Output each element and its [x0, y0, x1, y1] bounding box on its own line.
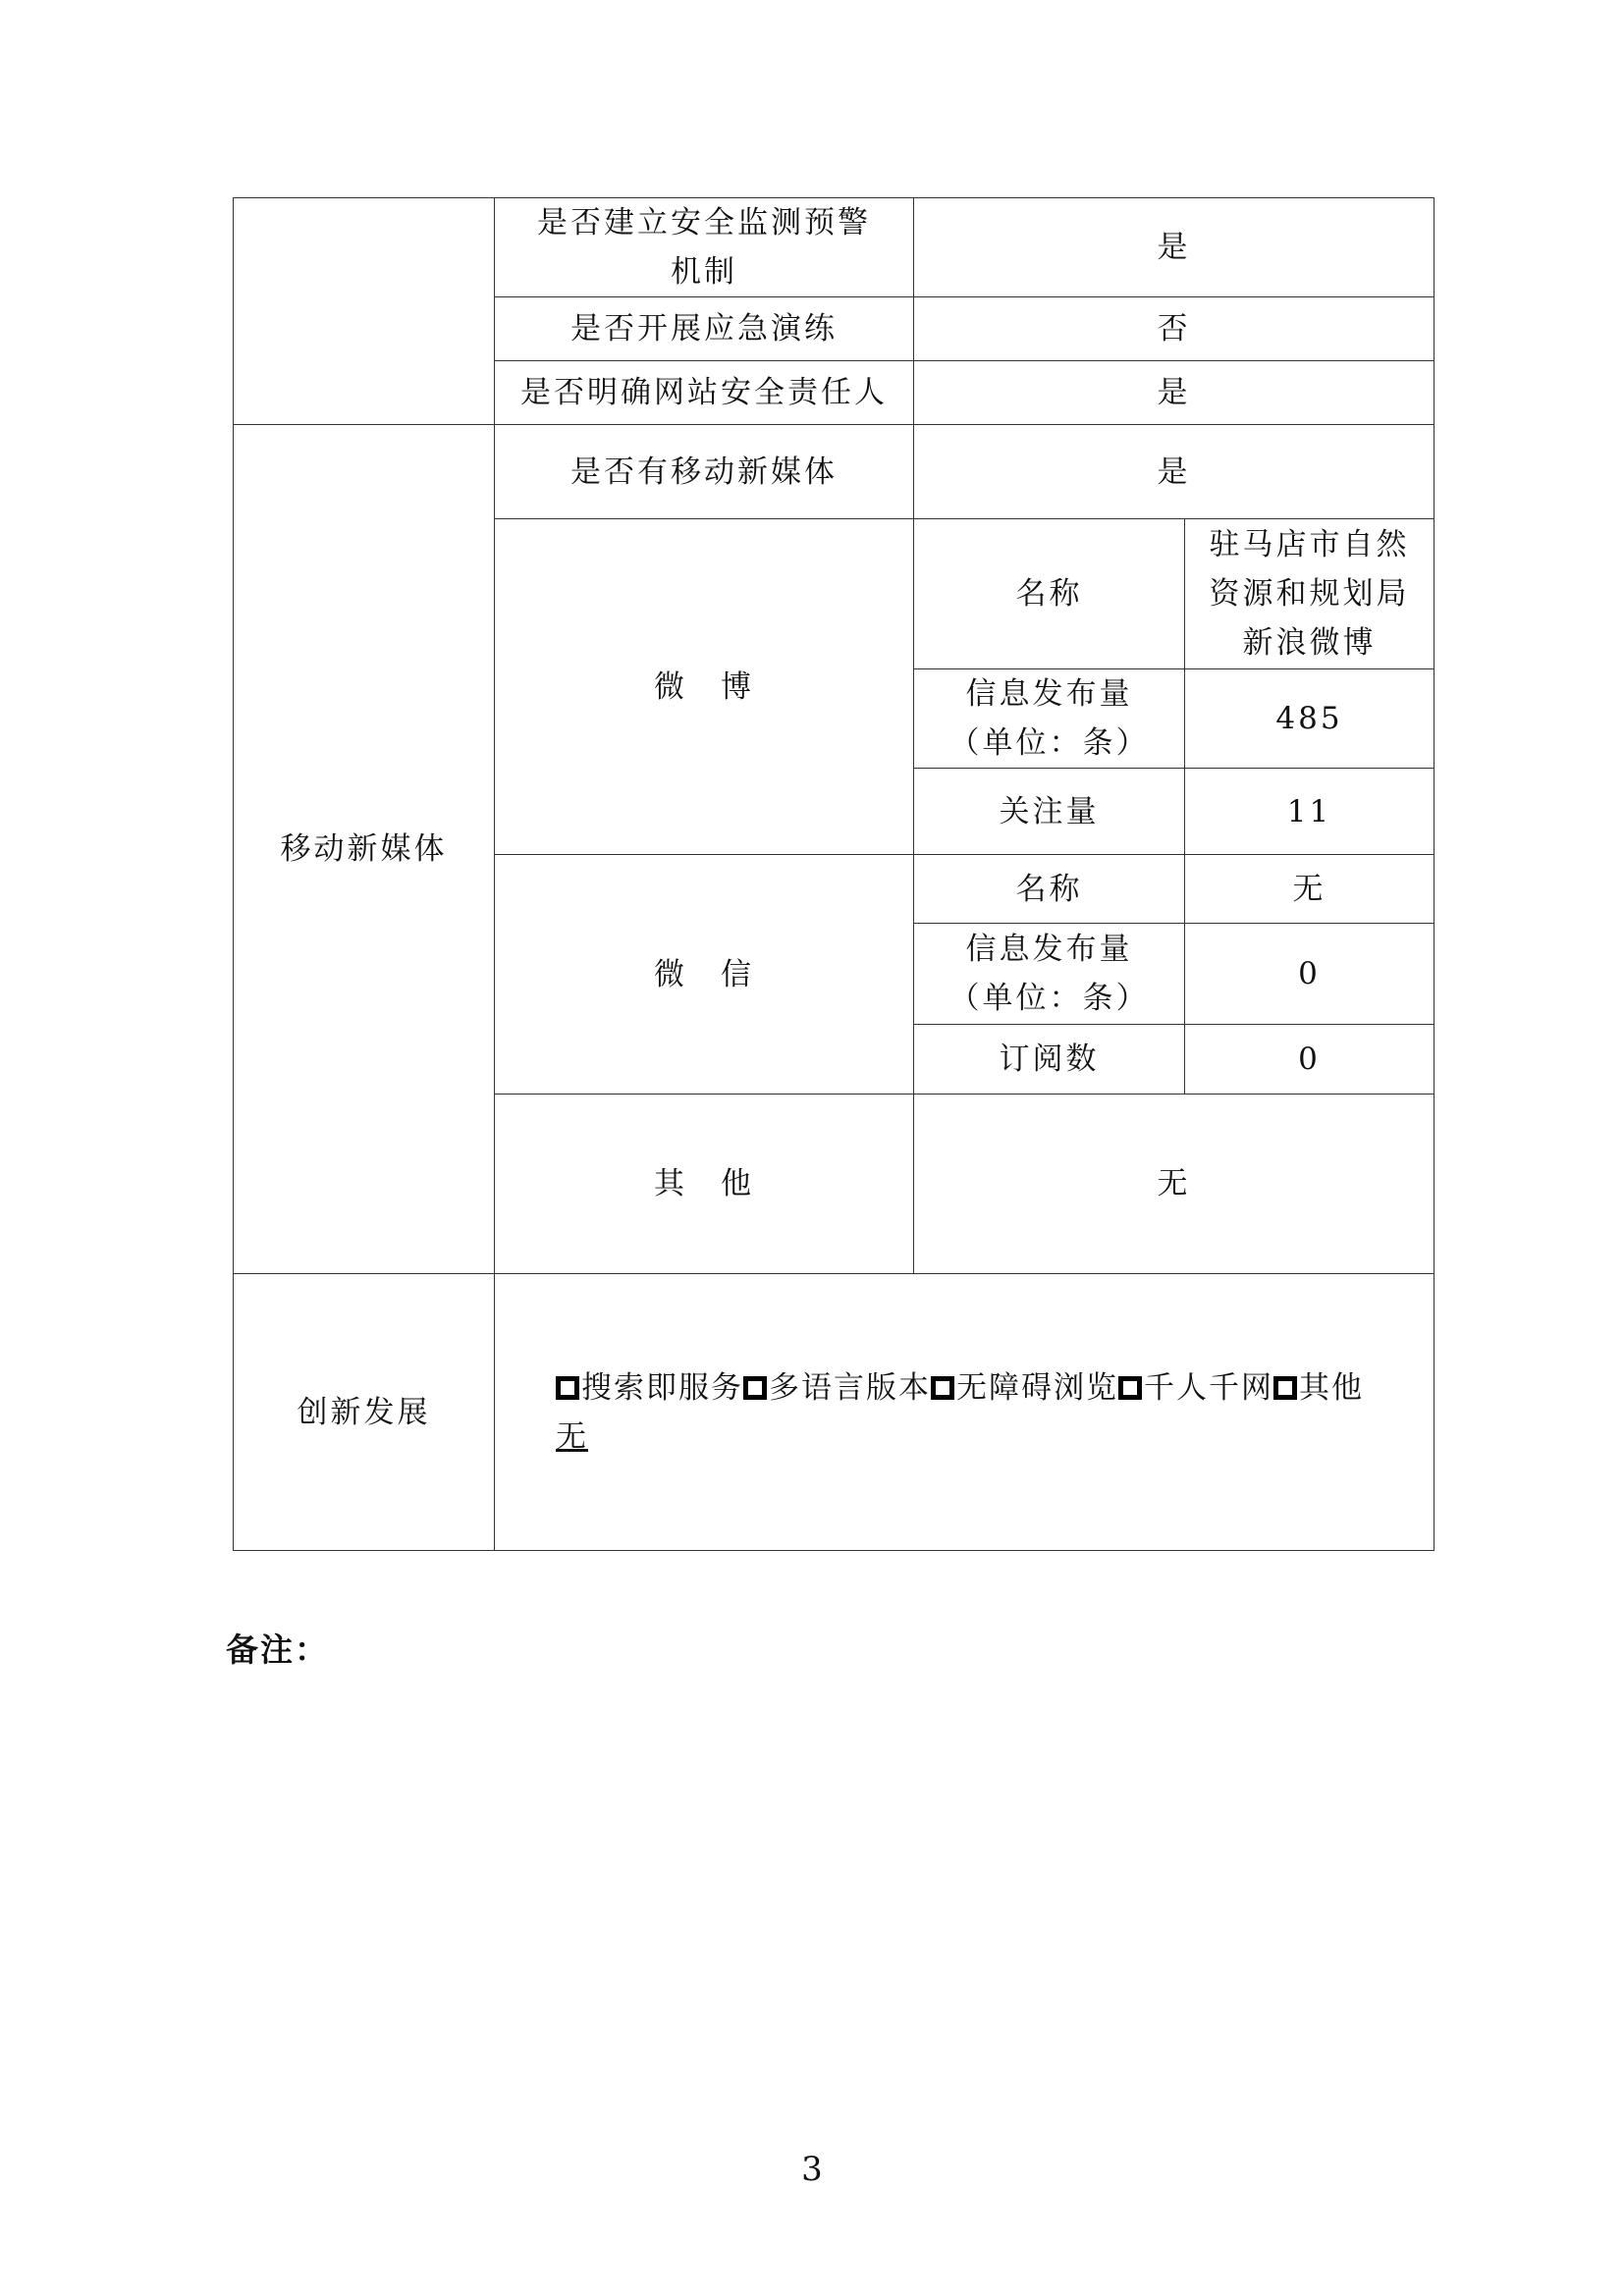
- weibo-label: 微 博: [495, 519, 914, 855]
- wechat-posts-label-line1: 信息发布量: [965, 932, 1133, 967]
- mobile-media-section-label: 移动新媒体: [234, 425, 495, 1274]
- wechat-posts-value: 0: [1185, 924, 1435, 1025]
- has-mobile-value: 是: [914, 425, 1435, 519]
- wechat-posts-label-line2: （单位：条）: [948, 981, 1150, 1016]
- security-section-cell: [234, 198, 495, 425]
- innovation-other-value: 无: [556, 1418, 588, 1455]
- weibo-name-label: 名称: [914, 519, 1185, 669]
- wechat-name-label: 名称: [914, 855, 1185, 924]
- wechat-subscribers-value: 0: [1185, 1025, 1435, 1095]
- note-label: 备注：: [226, 1630, 329, 1669]
- innovation-options-cell: [495, 1274, 1435, 1551]
- weibo-name-value: [1185, 519, 1435, 669]
- weibo-name-line1: 驻马店市自然: [1209, 527, 1410, 562]
- monitoring-label-line2: 机制: [671, 254, 737, 290]
- innovation-options-line: [556, 1363, 1420, 1413]
- security-row-monitoring: [234, 198, 1435, 297]
- wechat-subscribers-label: 订阅数: [914, 1025, 1185, 1095]
- option-personalized: 千人千网: [1144, 1369, 1273, 1406]
- has-mobile-label: 是否有移动新媒体: [495, 425, 914, 519]
- option-accessibility: 无障碍浏览: [956, 1369, 1118, 1406]
- monitoring-value: 是: [914, 198, 1435, 297]
- monitoring-label-line1: 是否建立安全监测预警: [537, 205, 871, 240]
- innovation-section-label: 创新发展: [234, 1274, 495, 1551]
- mobile-media-row: [234, 425, 1435, 519]
- checkbox-icon[interactable]: [743, 1376, 767, 1400]
- option-search-service: 搜索即服务: [581, 1369, 743, 1406]
- website-report-table: [233, 197, 1435, 1551]
- checkbox-icon[interactable]: [1273, 1376, 1297, 1400]
- monitoring-label-cell: [495, 198, 914, 297]
- other-media-value: 无: [914, 1095, 1435, 1274]
- weibo-posts-value: 485: [1185, 669, 1435, 769]
- checkbox-icon[interactable]: [1118, 1376, 1142, 1400]
- wechat-name-value: 无: [1185, 855, 1435, 924]
- page-number: 3: [801, 2150, 823, 2189]
- weibo-posts-label-line2: （单位：条）: [948, 725, 1150, 761]
- weibo-name-line3: 新浪微博: [1242, 625, 1377, 661]
- checkbox-icon[interactable]: [931, 1376, 954, 1400]
- option-other: 其他: [1299, 1369, 1364, 1406]
- weibo-posts-label-line1: 信息发布量: [965, 676, 1133, 712]
- option-multilingual: 多语言版本: [769, 1369, 931, 1406]
- wechat-label: 微 信: [495, 855, 914, 1095]
- weibo-followers-value: 11: [1185, 769, 1435, 855]
- weibo-name-line2: 资源和规划局: [1209, 576, 1410, 612]
- weibo-followers-label: 关注量: [914, 769, 1185, 855]
- wechat-posts-label: [914, 924, 1185, 1025]
- checkbox-icon[interactable]: [556, 1376, 579, 1400]
- innovation-row: [234, 1274, 1435, 1551]
- drill-label: 是否开展应急演练: [495, 297, 914, 361]
- drill-value: 否: [914, 297, 1435, 361]
- weibo-posts-label: [914, 669, 1185, 769]
- other-media-label: 其 他: [495, 1095, 914, 1274]
- responsible-label: 是否明确网站安全责任人: [495, 361, 914, 425]
- responsible-value: 是: [914, 361, 1435, 425]
